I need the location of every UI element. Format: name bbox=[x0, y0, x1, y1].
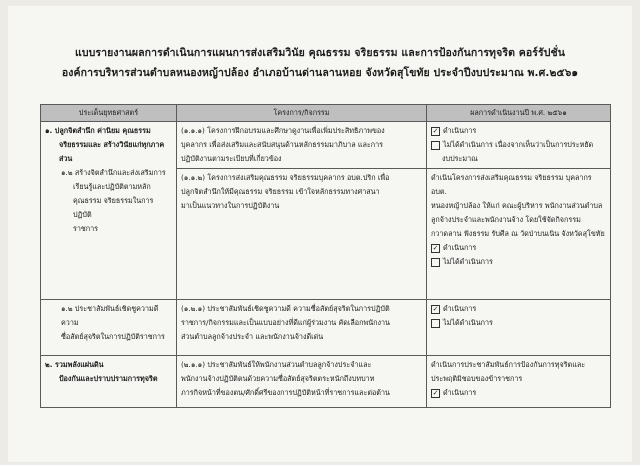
checkmark-icon: ✓ bbox=[432, 244, 439, 252]
row-divider bbox=[427, 168, 610, 169]
empty-box-icon bbox=[431, 319, 440, 328]
checkbox-not-done[interactable]: ไม่ได้ดำเนินการ เนื่องจากเห็นว่าเป็นการประหยัด bbox=[431, 138, 606, 152]
header-strategy: ประเด็นยุทธศาสตร์ bbox=[41, 105, 177, 122]
checkbox-done[interactable]: ✓ ดำเนินการ bbox=[432, 388, 477, 397]
project-cell: (๑.๒.๑) ประชาสัมพันธ์เชิดชูความดี ความซื่อสัตย์สุจริตในการปฏิบัติ ราชการ/กิจกรรมและเป็นแบบอย่างที่ดีแก่ผู้ร่วมงาน คัดเลือกพนักงาน ส่วนตำบลลูกจ้างประจำ และพนักงานจ้างดีเด่น bbox=[177, 300, 427, 356]
header-result: ผลการดำเนินงานปี พ.ศ. ๒๕๖๑ bbox=[427, 105, 611, 122]
empty-box-icon bbox=[431, 258, 440, 267]
empty-box-icon bbox=[431, 141, 440, 150]
project-cell: (๒.๑.๑) ประชาสัมพันธ์ให้พนักงานส่วนตำบลลูกจ้างประจำและ พนักงานจ้างปฏิบัติตนด้วยความซื่อสัตย์สุจริตตระหนักถึงบทบาท ภารกิจหน้าที่ของตน/ศักดิ์ศรีของการปฏิบัติหน้าที่ราชการและต่อต้าน bbox=[177, 356, 427, 408]
checkbox-done[interactable]: ✓ ดำเนินการ bbox=[432, 304, 477, 313]
checkbox-done[interactable]: ✓ ดำเนินการ bbox=[432, 126, 477, 135]
report-subtitle: องค์การบริหารส่วนตำบลหนองหญ้าปล้อง อำเภอบ้านด่านลานหอย จังหวัดสุโขทัย ประจำปีงบประมาณ พ.ศ.๒๕๖๑ bbox=[61, 67, 579, 79]
checkmark-icon: ✓ bbox=[432, 127, 439, 135]
strategy-cell: ๒. รวมพลังแผ่นดิน ป้องกันและปราบปรามการทุจริต bbox=[41, 356, 177, 408]
table-row bbox=[41, 356, 611, 408]
checkbox-not-done[interactable]: ไม่ได้ดำเนินการ bbox=[431, 316, 606, 330]
checkbox-not-done[interactable]: ไม่ได้ดำเนินการ bbox=[431, 255, 606, 269]
result-cell: ✓ ดำเนินการ ไม่ได้ดำเนินการ เนื่องจากเห็นว่าเป็นการประหยัด งบประมาณ ดำเนินโครงการส่งเสริมคุณธรรม จริยธรรม บุคลากร อบต. หนองหญ้าปล้อง ให้แก่ คณะผู้บริหาร พนักงานส่วนตำบล ลูกจ้างประจำและพนักงานจ้าง โดยใช้จัดกิจกรรม กวาดลาน ฟังธรรม รับศีล ณ วัดป่าบนเนิน จังหวัดสุโขทัย ✓ ดำเนินการ ไม่ได้ดำเนินการ bbox=[427, 122, 611, 300]
table-row bbox=[41, 122, 611, 300]
table-header-row bbox=[41, 105, 611, 122]
strategy-cell: ๑.๒ ประชาสัมพันธ์เชิดชูความดี ความ ซื่อสัตย์สุจริตในการปฏิบัติราชการ bbox=[41, 300, 177, 356]
result-cell: ดำเนินการประชาสัมพันธ์การป้องกันการทุจริตและ ประพฤติมิชอบของข้าราชการ ✓ ดำเนินการ bbox=[427, 356, 611, 408]
table-row bbox=[41, 300, 611, 356]
checkmark-icon: ✓ bbox=[432, 305, 439, 313]
report-table bbox=[40, 104, 611, 408]
result-cell bbox=[427, 300, 611, 356]
strategy-cell: ๑. ปลูกจิตสำนึก ค่านิยม คุณธรรม จริยธรรมและ สร้างวินัยแก่ทุกภาค ส่วน ๑.๒ สร้างจิตสำนึกและส่งเสริมการ เรียนรู้และปฏิบัติตามหลัก คุณธรรม จริยธรรมในการปฏิบัติ ราชการ bbox=[41, 122, 177, 300]
header-project: โครงการ/กิจกรรม bbox=[177, 105, 427, 122]
report-title: แบบรายงานผลการดำเนินการแผนการส่งเสริมวินัย คุณธรรม จริยธรรม และการป้องกันการทุจริต คอร์รัปชั่น bbox=[74, 47, 566, 59]
row-divider bbox=[177, 168, 426, 169]
checkbox-done[interactable]: ✓ ดำเนินการ bbox=[432, 243, 477, 252]
project-cell: (๑.๑.๑) โครงการฝึกอบรมและศึกษาดูงานเพื่อเพิ่มประสิทธิภาพของ บุคลากร เพื่อส่งเสริมและสนับสนุนด้านหลักธรรมมาภิบาล และการ ปฏิบัติงานตามระเบียบที่เกี่ยวข้อง (๑.๑.๒) โครงการส่งเสริมคุณธรรม จริยธรรมบุคลากร อบต.ปริก เพื่อ ปลูกจิตสำนึกให้มีคุณธรรม จริยธรรม เข้าใจหลักธรรมทางศาสนา มาเป็นแนวทางในการปฏิบัติงาน bbox=[177, 122, 427, 300]
checkmark-icon: ✓ bbox=[432, 389, 439, 397]
